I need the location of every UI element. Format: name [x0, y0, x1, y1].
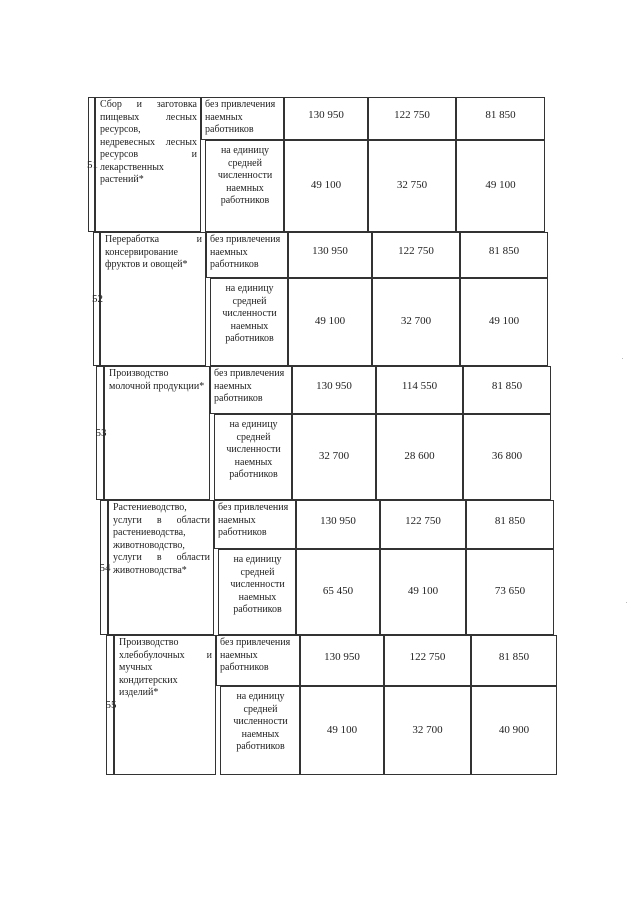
rate-value: 36 800	[463, 414, 551, 500]
rate-value: 49 100	[288, 278, 372, 366]
rate-value: 122 750	[380, 500, 466, 549]
rate-value: 81 850	[456, 97, 545, 140]
rate-value: 73 650	[466, 549, 554, 635]
rate-value: 130 950	[296, 500, 380, 549]
rate-value: 130 950	[300, 635, 384, 686]
rate-value: 32 750	[368, 140, 456, 232]
rate-value: 130 950	[288, 232, 372, 278]
condition-label: без привлечения наемных работников	[214, 500, 296, 549]
scan-speck	[626, 602, 627, 603]
condition-label: без привлечения наемных работников	[206, 232, 288, 278]
rate-value: 49 100	[284, 140, 368, 232]
rate-value: 32 700	[372, 278, 460, 366]
rate-value: 65 450	[296, 549, 380, 635]
rate-value: 32 700	[292, 414, 376, 500]
row-number: 53	[96, 366, 104, 500]
rate-value: 81 850	[460, 232, 548, 278]
rate-value: 49 100	[460, 278, 548, 366]
activity-name: Переработка и консервирование фруктов и овощей*	[100, 232, 206, 366]
row-number: 52	[93, 232, 100, 366]
scan-speck	[622, 358, 623, 359]
activity-name: Сбор и заготовка пищевых лесных ресурсов, недревесных лесных ресурсов и лекарственных растений*	[95, 97, 201, 232]
condition-label: на единицу средней численности наемных работников	[205, 140, 284, 232]
rate-value: 122 750	[384, 635, 471, 686]
condition-label: без привлечения наемных работников	[210, 366, 292, 414]
rate-value: 49 100	[380, 549, 466, 635]
activity-name: Производство молочной продукции*	[104, 366, 210, 500]
rate-value: 130 950	[292, 366, 376, 414]
rate-value: 81 850	[463, 366, 551, 414]
rate-value: 49 100	[456, 140, 545, 232]
rate-value: 28 600	[376, 414, 463, 500]
rate-value: 130 950	[284, 97, 368, 140]
condition-label: без привлечения наемных работников	[216, 635, 300, 686]
rate-value: 49 100	[300, 686, 384, 775]
activity-name: Растениеводство, услуги в области растениеводства, животноводство, услуги в области животноводства*	[108, 500, 214, 635]
rate-value: 81 850	[471, 635, 557, 686]
condition-label: на единицу средней численности наемных работников	[210, 278, 288, 366]
rate-value: 114 550	[376, 366, 463, 414]
row-number: 54	[100, 500, 108, 635]
condition-label: на единицу средней численности наемных работников	[214, 414, 292, 500]
activity-name: Производство хлебобулочных и мучных кондитерских изделий*	[114, 635, 216, 775]
row-number: 51	[88, 97, 95, 232]
condition-label: без привлечения наемных работников	[201, 97, 284, 140]
rate-value: 122 750	[372, 232, 460, 278]
rate-value: 40 900	[471, 686, 557, 775]
rate-value: 32 700	[384, 686, 471, 775]
row-number: 55	[106, 635, 114, 775]
rate-value: 122 750	[368, 97, 456, 140]
rate-value: 81 850	[466, 500, 554, 549]
condition-label: на единицу средней численности наемных работников	[218, 549, 296, 635]
condition-label: на единицу средней численности наемных работников	[220, 686, 300, 775]
